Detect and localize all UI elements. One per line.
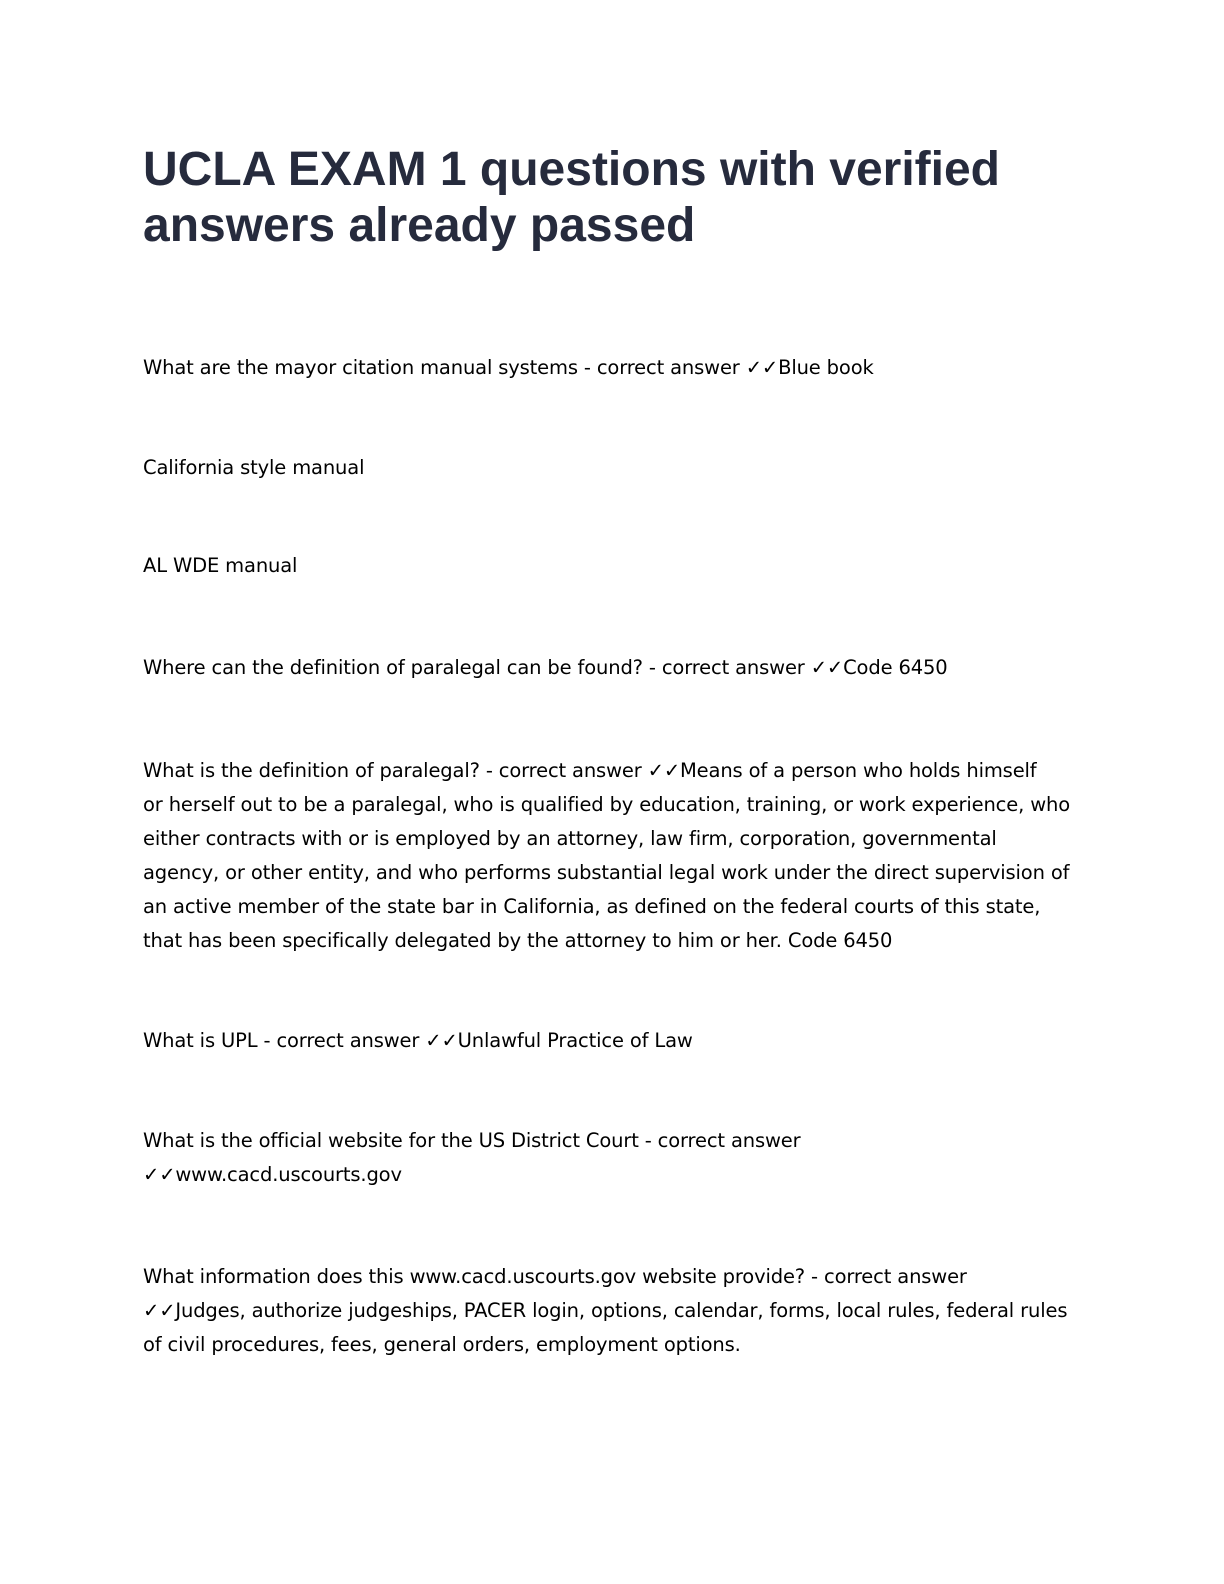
qa-paragraph-1 [143,351,874,385]
paragraph-line: either contracts with or is employed by an attorney, law firm, corporation, governmental [143,827,997,850]
paragraph-line: of civil procedures, fees, general orders, employment options. [143,1333,741,1356]
title-line-1: UCLA EXAM 1 questions with verified [143,143,1000,196]
paragraph-line: California style manual [143,456,365,479]
paragraph-line: Where can the definition of paralegal can be found? - correct answer ✓✓Code 6450 [143,656,948,679]
qa-paragraph-4 [143,651,948,685]
paragraph-line: What is the official website for the US District Court - correct answer [143,1129,801,1152]
title-line-2: answers already passed [143,199,696,252]
paragraph-line: What is UPL - correct answer ✓✓Unlawful Practice of Law [143,1029,693,1052]
qa-paragraph-6 [143,1024,693,1058]
qa-paragraph-3 [143,549,297,583]
paragraph-line: What is the definition of paralegal? - correct answer ✓✓Means of a person who holds himself [143,759,1037,782]
paragraph-line: that has been specifically delegated by the attorney to him or her. Code 6450 [143,929,893,952]
paragraph-line: or herself out to be a paralegal, who is qualified by education, training, or work experience, who [143,793,1070,816]
qa-paragraph-5 [143,754,1070,958]
qa-paragraph-7 [143,1124,801,1192]
document-title [143,142,1103,254]
paragraph-line: ✓✓www.cacd.uscourts.gov [143,1163,402,1186]
paragraph-line: ✓✓Judges, authorize judgeships, PACER login, options, calendar, forms, local rules, federal rules [143,1299,1068,1322]
paragraph-line: AL WDE manual [143,554,298,577]
qa-paragraph-2 [143,451,364,485]
qa-paragraph-8 [143,1260,1067,1362]
paragraph-line: What are the mayor citation manual systems - correct answer ✓✓Blue book [143,356,874,379]
paragraph-line: agency, or other entity, and who performs substantial legal work under the direct supervision of [143,861,1070,884]
paragraph-line: What information does this www.cacd.uscourts.gov website provide? - correct answer [143,1265,967,1288]
paragraph-line: an active member of the state bar in California, as defined on the federal courts of this state, [143,895,1041,918]
